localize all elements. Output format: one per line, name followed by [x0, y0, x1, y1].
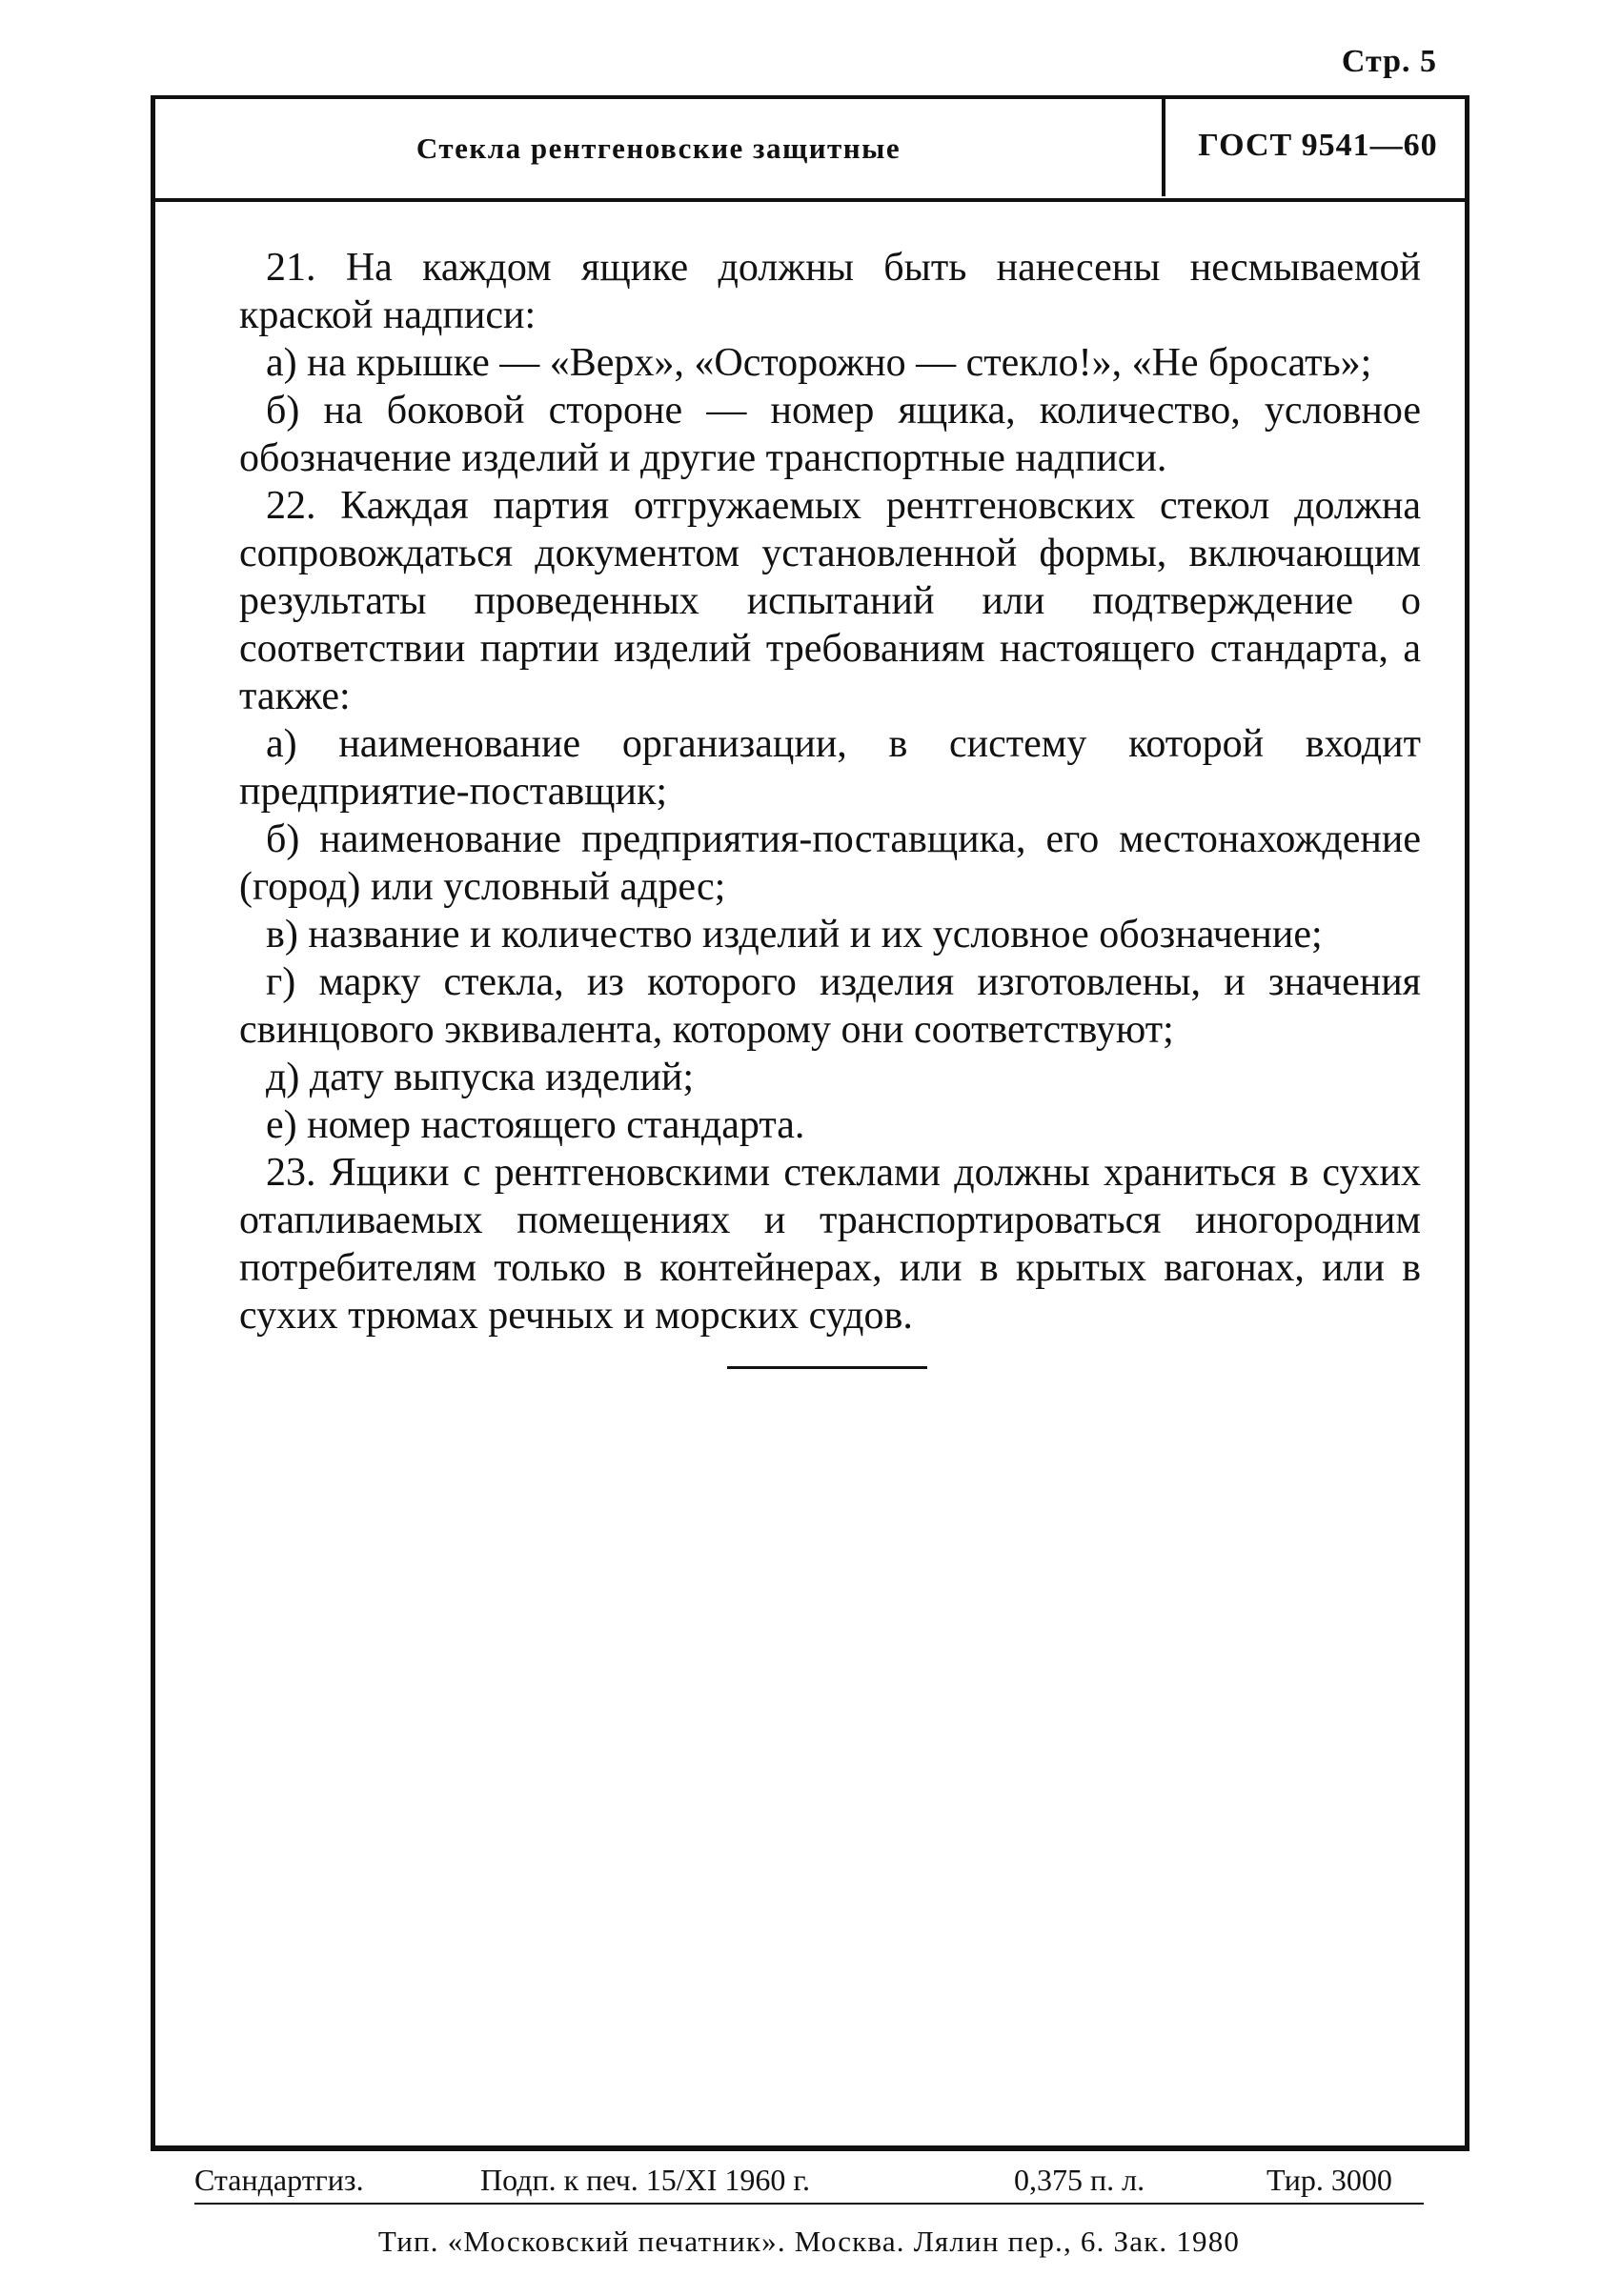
paragraph-22b: б) наименование предприятия-поставщика, его местонахождение (город) или условный адрес;	[239, 817, 1421, 909]
sheet-volume: 0,375 п. л.	[1014, 2163, 1145, 2197]
body-text	[239, 244, 1421, 1339]
printer-info: Тип. «Московский печатник». Москва. Лялин пер., 6. Зак. 1980	[377, 2225, 1241, 2258]
header	[155, 99, 1465, 202]
paragraph-21b: б) на боковой стороне — номер ящика, количество, условное обозначение изделий и другие транспортные надписи.	[239, 389, 1421, 480]
paragraph-22a: а) наименование организации, в систему которой входит предприятие-поставщик;	[239, 722, 1421, 814]
paragraph-23: 23. Ящики с рентгеновскими стеклами должны храниться в сухих отапливаемых помещениях и транспортироваться иногородним потребителям только в контейнерах, или в крытых вагонах, или в сухих трюмах речных и морских судов.	[239, 1151, 1421, 1338]
paragraph-21: 21. На каждом ящике должны быть нанесены несмываемой краской надписи:	[239, 246, 1421, 337]
header-title: Стекла рентгеновские защитные	[415, 131, 902, 165]
imprint-line	[194, 2161, 1424, 2205]
paragraph-22v: в) название и количество изделий и их условное обозначение;	[266, 913, 1323, 957]
paragraph-22d: д) дату выпуска изделий;	[266, 1056, 695, 1099]
signed-for-print: Подп. к печ. 15/XI 1960 г.	[480, 2163, 810, 2197]
end-separator	[727, 1366, 927, 1369]
paragraph-22e: е) номер настоящего стандарта.	[266, 1103, 805, 1147]
publisher: Стандартгиз.	[194, 2163, 364, 2197]
standard-code: ГОСТ 9541—60	[1198, 128, 1438, 163]
paragraph-22g: г) марку стекла, из которого изделия изготовлены, и значения свинцового эквивалента, которому они соответствуют;	[239, 960, 1421, 1052]
paragraph-22: 22. Каждая партия отгружаемых рентгеновских стекол должна сопровождаться документом установленной формы, включающим результаты проведенных испытаний или подтверждение о соответствии партии изделий требованиям настоящего стандарта, а также:	[239, 484, 1421, 718]
paragraph-21a: а) на крышке — «Верх», «Осторожно — стекло!», «Не бросать»;	[266, 341, 1372, 385]
circulation: Тир. 3000	[1266, 2163, 1392, 2197]
document-frame	[151, 95, 1469, 2151]
page-number: Стр. 5	[1341, 44, 1438, 79]
